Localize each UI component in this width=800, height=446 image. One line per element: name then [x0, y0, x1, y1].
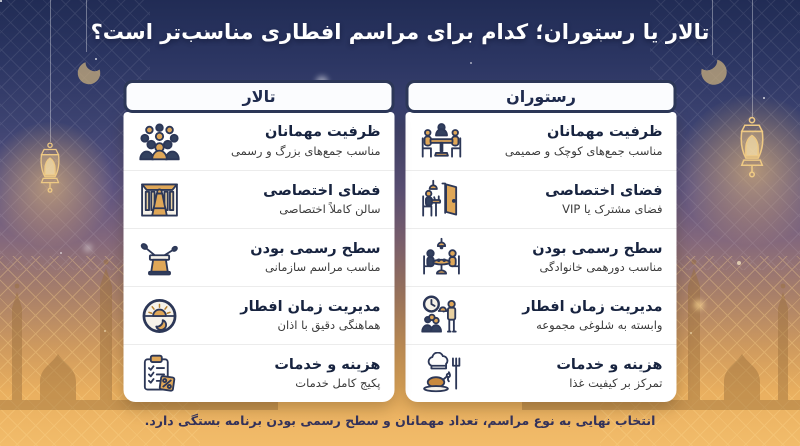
row-text [190, 240, 381, 275]
row-subtitle: فضای مشترک یا VIP [562, 202, 663, 217]
row-subtitle: مناسب جمع‌های کوچک و صمیمی [504, 143, 663, 158]
row-capacity [124, 112, 395, 170]
stars [0, 0, 2, 2]
row-subtitle: وابسته به شلوغی مجموعه [536, 318, 663, 333]
row-text [472, 240, 663, 275]
row-title: مدیریت زمان افطار [522, 298, 663, 315]
row-text [190, 123, 381, 158]
row-subtitle: مناسب مراسم سازمانی [264, 260, 381, 275]
clock-waiter-icon [418, 292, 466, 340]
row-title: مدیریت زمان افطار [240, 298, 381, 315]
row-title: فضای اختصاصی [263, 182, 381, 199]
row-text [190, 182, 381, 217]
bokeh-dot [694, 300, 704, 310]
row-formality [406, 228, 677, 286]
row-title: هزینه و خدمات [556, 356, 663, 373]
crowd-icon [136, 117, 184, 165]
lantern-icon [731, 115, 773, 197]
comparison-panels [124, 80, 677, 402]
row-title: سطح رسمی بودن [250, 240, 381, 257]
panel-talar-body [124, 112, 395, 402]
lantern-icon [33, 140, 67, 210]
row-subtitle: سالن کاملاً اختصاصی [279, 202, 381, 217]
row-capacity [406, 112, 677, 170]
page-title: تالار یا رستوران؛ کدام برای مراسم افطاری مناسب‌تر است؟ [90, 20, 710, 44]
row-text [472, 356, 663, 391]
row-title: فضای اختصاصی [545, 182, 663, 199]
dining-group-icon [418, 117, 466, 165]
row-iftar-timing [124, 286, 395, 344]
row-private-space [406, 170, 677, 228]
panel-restaurant-header: رستوران [406, 80, 677, 113]
row-title: ظرفیت مهمانان [547, 124, 663, 141]
private-door-icon [418, 176, 466, 224]
family-table-icon [418, 234, 466, 282]
row-text [190, 298, 381, 333]
row-subtitle: تمرکز بر کیفیت غذا [569, 376, 663, 391]
row-cost-services [124, 344, 395, 402]
row-private-space [124, 170, 395, 228]
panel-restaurant [406, 80, 677, 402]
podium-mic-icon [136, 234, 184, 282]
row-text [190, 356, 381, 391]
row-iftar-timing [406, 286, 677, 344]
bokeh-dot [84, 244, 92, 252]
row-formality [124, 228, 395, 286]
panel-talar [124, 80, 395, 402]
row-text [472, 123, 663, 158]
row-cost-services [406, 344, 677, 402]
panel-restaurant-body [406, 112, 677, 402]
checklist-discount-icon [136, 350, 184, 398]
row-text [472, 298, 663, 333]
row-title: هزینه و خدمات [274, 356, 381, 373]
chef-food-icon [418, 350, 466, 398]
panel-talar-header: تالار [124, 80, 395, 113]
row-title: ظرفیت مهمانان [265, 124, 381, 141]
row-text [472, 182, 663, 217]
crescent-moon-icon [693, 51, 735, 93]
crescent-moon-icon [70, 54, 108, 92]
row-subtitle: مناسب دورهمی خانوادگی [539, 260, 663, 275]
row-subtitle: هماهنگی دقیق با اذان [277, 318, 381, 333]
hall-columns-icon [136, 176, 184, 224]
footer-note: انتخاب نهایی به نوع مراسم، تعداد مهمانان و سطح رسمی بودن برنامه بستگی دارد. [144, 413, 656, 428]
row-subtitle: پکیج کامل خدمات [295, 376, 381, 391]
row-subtitle: مناسب جمع‌های بزرگ و رسمی [231, 143, 381, 158]
row-title: سطح رسمی بودن [532, 240, 663, 257]
adhan-clock-icon [136, 292, 184, 340]
